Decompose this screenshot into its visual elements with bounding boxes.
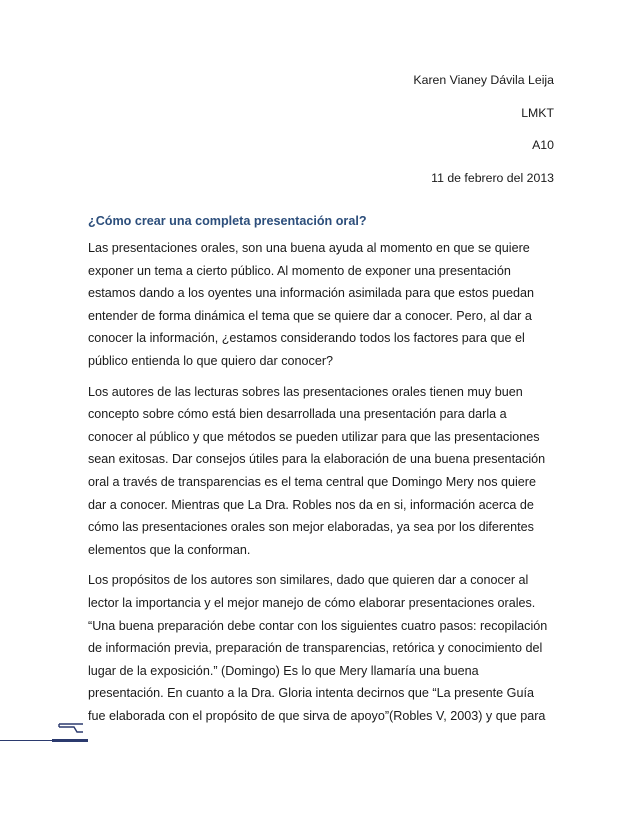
- document-title: ¿Cómo crear una completa presentación oral?: [88, 214, 367, 228]
- footer-rule-accent: [52, 739, 88, 742]
- page-corner-icon: [58, 720, 84, 736]
- program-name: LMKT: [521, 105, 554, 120]
- paragraph-1: Las presentaciones orales, son una buena ayuda al momento en que se quiere exponer un tema a cierto público. Al momento de exponer una presentación estamos dando a los oyentes una información asimilada para que estos puedan entender de forma dinámica el tema que se quiere dar a conocer. Pero, al dar a conocer la información, ¿estamos considerando todos los factores para que el público entienda lo que quiero dar conocer?: [88, 241, 534, 368]
- group-code: A10: [532, 138, 554, 152]
- paragraph-3: Los propósitos de los autores son similares, dado que quieren dar a conocer al lector la importancia y el mejor manejo de cómo elaborar presentaciones orales. “Una buena preparación debe contar con los siguientes cuatro pasos: recopilación de información previa, preparación de transparencias, retórica y conocimiento del lugar de la exposición.” (Domingo) Es lo que Mery llamaría una buena presentación. En cuanto a la Dra. Gloria intenta decirnos que “La presente Guía fue elaborada con el propósito de que sirva de apoyo”(Robles V, 2003) y que para: [88, 573, 548, 723]
- paragraph-2: Los autores de las lecturas sobres las presentaciones orales tienen muy buen concepto sobre cómo está bien desarrollada una presentación para darla a conocer al público y que métodos se pueden utilizar para que las presentaciones sean exitosas. Dar consejos útiles para la elaboración de una buena presentación oral a través de transparencias es el tema central que Domingo Mery nos quiere dar a conocer. Mientras que La Dra. Robles nos da en si, información acerca de cómo las presentaciones orales son mejor elaboradas, ya sea por los diferentes elementos que la conforman.: [88, 384, 546, 557]
- document-header: [413, 72, 554, 195]
- author-name: Karen Vianey Dávila Leija: [413, 73, 554, 87]
- document-body: [88, 237, 550, 735]
- document-date: 11 de febrero del 2013: [431, 170, 554, 185]
- footer-rule: [0, 740, 52, 741]
